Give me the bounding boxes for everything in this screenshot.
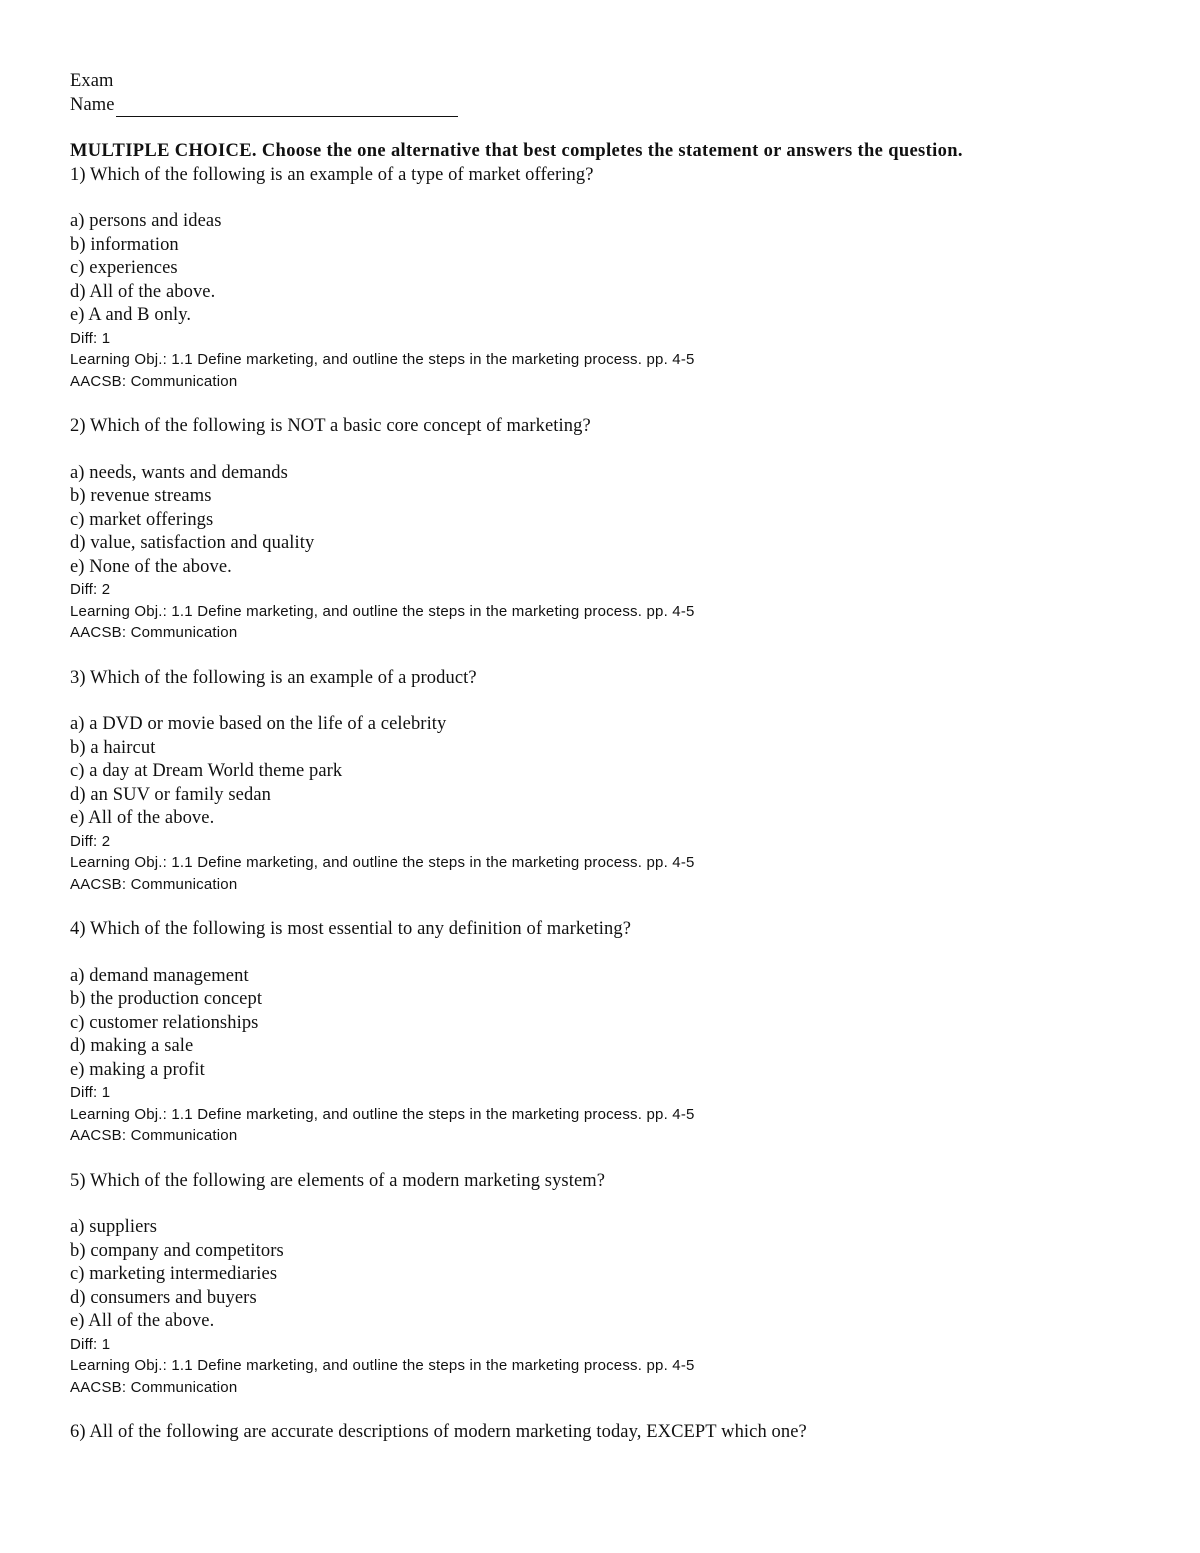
spacer [70, 1193, 1130, 1216]
difficulty: Diff: 1 [70, 1084, 111, 1101]
spacer [70, 117, 1130, 140]
question-5 [70, 1170, 1130, 1399]
option-d: d) consumers and buyers [70, 1287, 257, 1308]
difficulty: Diff: 1 [70, 1335, 111, 1353]
option-e: e) A and B only. [70, 305, 192, 325]
question-4 [70, 918, 1130, 1147]
option-e: e) All of the above. [70, 1311, 215, 1331]
option-e: e) making a profit [70, 1059, 205, 1080]
option-c: c) marketing intermediaries [70, 1264, 278, 1284]
option-a: a) persons and ideas [70, 211, 222, 231]
spacer [70, 1398, 1130, 1421]
option-a: a) demand management [70, 965, 249, 986]
spacer [70, 942, 1130, 965]
question-1 [70, 164, 1130, 393]
question-text: 5) Which of the following are elements of a modern marketing system? [70, 1170, 606, 1191]
question-text: 4) Which of the following is most essential to any definition of marketing? [70, 919, 632, 939]
learning-objective: Learning Obj.: 1.1 Define marketing, and outline the steps in the marketing process. pp. 4-5 [70, 1105, 695, 1123]
option-b: b) company and competitors [70, 1240, 284, 1261]
exam-title: Exam [70, 71, 114, 91]
question-6 [70, 1421, 1130, 1445]
option-c: c) a day at Dream World theme park [70, 761, 343, 781]
aacsb-tag: AACSB: Communication [70, 1378, 238, 1396]
question-text: 1) Which of the following is an example of a type of market offering? [70, 164, 594, 185]
option-e: e) All of the above. [70, 808, 215, 828]
name-field-row [70, 94, 1130, 118]
spacer [70, 644, 1130, 667]
spacer [70, 1147, 1130, 1170]
aacsb-tag: AACSB: Communication [70, 1127, 238, 1144]
spacer [70, 690, 1130, 713]
option-d: d) making a sale [70, 1036, 194, 1056]
exam-page [70, 70, 1130, 1445]
learning-objective: Learning Obj.: 1.1 Define marketing, and outline the steps in the marketing process. pp. 4-5 [70, 854, 695, 871]
difficulty: Diff: 1 [70, 329, 111, 347]
option-d: d) value, satisfaction and quality [70, 533, 315, 553]
learning-objective: Learning Obj.: 1.1 Define marketing, and outline the steps in the marketing process. pp. 4-5 [70, 602, 695, 620]
option-d: d) an SUV or family sedan [70, 784, 271, 805]
instructions: MULTIPLE CHOICE. Choose the one alternative that best completes the statement or answers the question. [70, 141, 963, 161]
difficulty: Diff: 2 [70, 581, 111, 598]
option-c: c) market offerings [70, 509, 214, 530]
aacsb-tag: AACSB: Communication [70, 624, 238, 641]
aacsb-tag: AACSB: Communication [70, 372, 238, 390]
learning-objective: Learning Obj.: 1.1 Define marketing, and outline the steps in the marketing process. pp. 4-5 [70, 351, 695, 368]
spacer [70, 895, 1130, 918]
option-a: a) needs, wants and demands [70, 462, 288, 483]
option-c: c) experiences [70, 258, 178, 278]
option-e: e) None of the above. [70, 556, 232, 577]
spacer [70, 439, 1130, 462]
option-b: b) a haircut [70, 737, 156, 758]
spacer [70, 187, 1130, 210]
question-text: 2) Which of the following is NOT a basic core concept of marketing? [70, 416, 591, 436]
learning-objective: Learning Obj.: 1.1 Define marketing, and outline the steps in the marketing process. pp. 4-5 [70, 1357, 695, 1374]
aacsb-tag: AACSB: Communication [70, 875, 238, 893]
option-c: c) customer relationships [70, 1012, 259, 1033]
name-blank-line [116, 99, 458, 117]
question-text: 3) Which of the following is an example of a product? [70, 667, 477, 688]
option-b: b) the production concept [70, 989, 263, 1009]
option-a: a) a DVD or movie based on the life of a celebrity [70, 714, 447, 734]
spacer [70, 392, 1130, 415]
option-b: b) information [70, 234, 179, 255]
question-3 [70, 667, 1130, 896]
option-a: a) suppliers [70, 1217, 157, 1237]
difficulty: Diff: 2 [70, 832, 111, 850]
option-b: b) revenue streams [70, 486, 212, 506]
name-label: Name [70, 94, 115, 115]
option-d: d) All of the above. [70, 281, 216, 302]
question-2 [70, 415, 1130, 644]
question-text: 6) All of the following are accurate descriptions of modern marketing today, EXCEPT which one? [70, 1422, 807, 1442]
